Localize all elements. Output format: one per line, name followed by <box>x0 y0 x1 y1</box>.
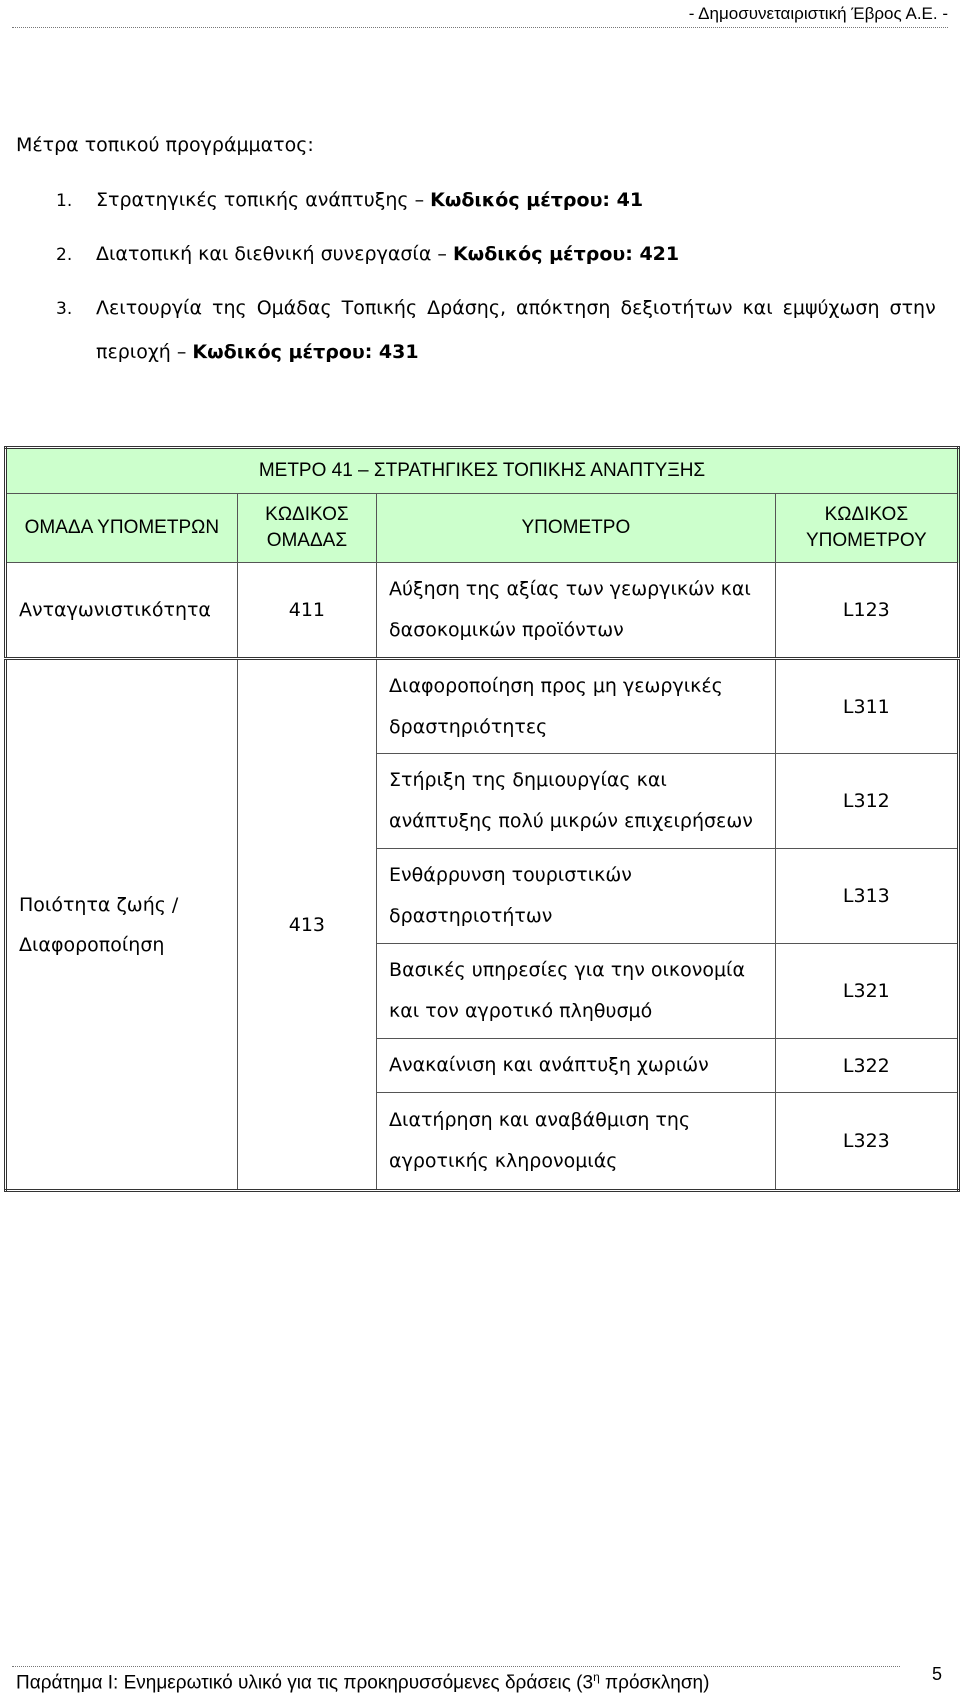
header-sub-code: ΚΩΔΙΚΟΣ ΥΠΟΜΕΤΡΟΥ <box>775 494 958 563</box>
footer-divider <box>12 1666 900 1667</box>
footer-sup: η <box>593 1670 600 1684</box>
measure-text: Στρατηγικές τοπικής ανάπτυξης – <box>96 189 431 211</box>
submeasure-code: L313 <box>775 849 958 944</box>
measure-number: 2. <box>56 245 73 265</box>
submeasure-code: L123 <box>775 563 958 659</box>
header-divider <box>12 27 948 28</box>
group-name: Ανταγωνιστικότητα <box>6 563 238 659</box>
submeasure-label: Στήριξη της δημιουργίας και ανάπτυξης πολύ μικρών επιχειρήσεων <box>377 754 776 849</box>
measure-item-3-continued <box>96 341 419 363</box>
header-group: ΟΜΑΔΑ ΥΠΟΜΕΤΡΩΝ <box>6 494 238 563</box>
submeasure-label: Ενθάρρυνση τουριστικών δραστηριοτήτων <box>377 849 776 944</box>
measure-number: 3. <box>56 299 73 319</box>
group-code: 413 <box>237 659 376 1191</box>
footer-text-end: πρόσκληση) <box>599 1672 710 1694</box>
measure-code: Κωδικός μέτρου: 421 <box>452 243 680 265</box>
group-name: Ποιότητα ζωής / Διαφοροποίηση <box>6 659 238 1191</box>
submeasure-code: L323 <box>775 1093 958 1191</box>
measure-text-cont: περιοχή – <box>96 341 193 363</box>
measure-text: Διατοπική και διεθνική συνεργασία – <box>96 243 453 265</box>
page-header: - Δημοσυνεταιριστική Έβρος Α.Ε. - <box>688 4 948 23</box>
footer-text: Παράτημα Ι: Ενημερωτικό υλικό για τις προκηρυσσόμενες δράσεις (3 <box>16 1672 594 1694</box>
submeasure-code: L312 <box>775 754 958 849</box>
measure-table <box>4 446 960 1192</box>
measure-text: Λειτουργία της Ομάδας Τοπικής Δράσης, απόκτηση δεξιοτήτων και εμψύχωση στην <box>96 297 936 319</box>
measure-item-3 <box>56 297 936 319</box>
submeasure-label: Διατήρηση και αναβάθμιση της αγροτικής κληρονομιάς <box>377 1093 776 1191</box>
header-group-code: ΚΩΔΙΚΟΣ ΟΜΑΔΑΣ <box>237 494 376 563</box>
submeasure-label: Ανακαίνιση και ανάπτυξη χωριών <box>377 1039 776 1093</box>
measure-number: 1. <box>56 191 73 211</box>
header-submeasure: ΥΠΟΜΕΤΡΟ <box>377 494 776 563</box>
table-row <box>6 563 959 659</box>
table-title: ΜΕΤΡΟ 41 – ΣΤΡΑΤΗΓΙΚΕΣ ΤΟΠΙΚΗΣ ΑΝΑΠΤΥΞΗΣ <box>6 448 959 494</box>
submeasure-label: Αύξηση της αξίας των γεωργικών και δασοκομικών προϊόντων <box>377 563 776 659</box>
page-number: 5 <box>931 1664 942 1684</box>
submeasure-label: Διαφοροποίηση προς μη γεωργικές δραστηριότητες <box>377 659 776 754</box>
measure-item-2 <box>56 243 679 265</box>
group-code: 411 <box>237 563 376 659</box>
measure-code: Κωδικός μέτρου: 41 <box>430 189 644 211</box>
measure-code: Κωδικός μέτρου: 431 <box>192 341 419 363</box>
submeasure-code: L311 <box>775 659 958 754</box>
table-row <box>6 659 959 754</box>
intro-text: Μέτρα τοπικού προγράμματος: <box>16 134 314 156</box>
submeasure-code: L322 <box>775 1039 958 1093</box>
page-footer <box>16 1670 709 1694</box>
measure-item-1 <box>56 189 643 211</box>
submeasure-code: L321 <box>775 944 958 1039</box>
submeasure-label: Βασικές υπηρεσίες για την οικονομία και τον αγροτικό πληθυσμό <box>377 944 776 1039</box>
